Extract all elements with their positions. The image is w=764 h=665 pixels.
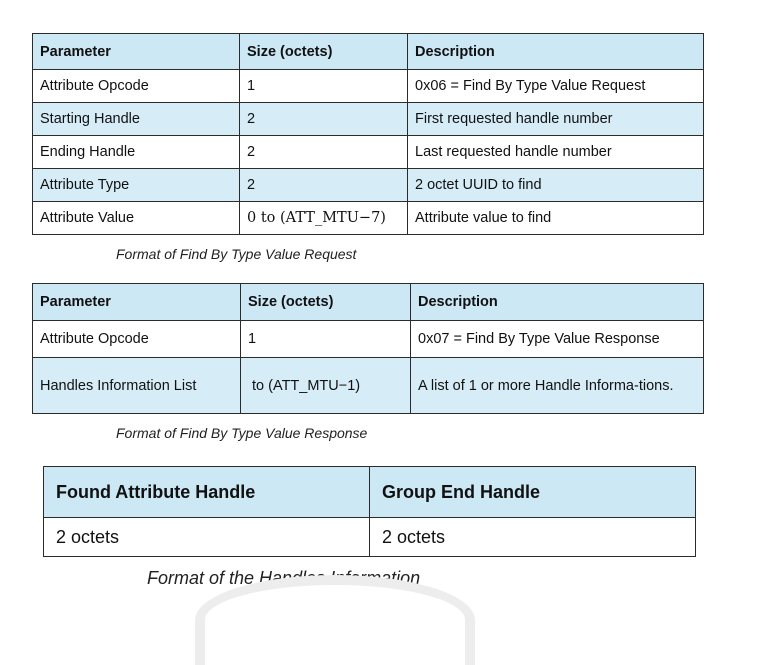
header-size: Size (octets) (240, 34, 408, 70)
cell-parameter: Attribute Type (33, 169, 240, 202)
table-row (33, 321, 704, 358)
cell-parameter: Attribute Opcode (33, 70, 240, 103)
table-header-row (33, 284, 704, 321)
cell-parameter: Ending Handle (33, 136, 240, 169)
cell-size: 0 to (ATT_MTU−7) (240, 202, 408, 235)
header-group-end-handle: Group End Handle (370, 467, 696, 518)
header-parameter: Parameter (33, 34, 240, 70)
cell-description: First requested handle number (408, 103, 704, 136)
table-header-row (33, 34, 704, 70)
cell-group-end-handle: 2 octets (370, 518, 696, 557)
header-found-attribute-handle: Found Attribute Handle (44, 467, 370, 518)
cell-size: 1 (240, 70, 408, 103)
table-row (33, 202, 704, 235)
cell-description: 0x07 = Find By Type Value Response (411, 321, 704, 358)
table-row (33, 169, 704, 202)
table-row (33, 358, 704, 414)
find-by-type-value-request-table (32, 33, 704, 235)
table-row (44, 518, 696, 557)
cell-parameter: Attribute Value (33, 202, 240, 235)
table-row (33, 70, 704, 103)
cell-found-attribute-handle: 2 octets (44, 518, 370, 557)
table-caption: Format of Find By Type Value Response (116, 425, 368, 441)
find-by-type-value-response-table (32, 283, 704, 414)
watermark-shape (195, 575, 475, 665)
header-size: Size (octets) (241, 284, 411, 321)
cell-parameter: Handles Information List (33, 358, 241, 414)
table-caption: Format of Find By Type Value Request (116, 246, 357, 262)
cell-parameter: Starting Handle (33, 103, 240, 136)
header-description: Description (408, 34, 704, 70)
cell-description: 0x06 = Find By Type Value Request (408, 70, 704, 103)
cell-description: 2 octet UUID to find (408, 169, 704, 202)
table-row (33, 136, 704, 169)
cell-size: 2 (240, 169, 408, 202)
cell-size: 2 (240, 136, 408, 169)
cell-size: 2 (240, 103, 408, 136)
cell-description: Attribute value to find (408, 202, 704, 235)
cell-description: A list of 1 or more Handle Informa-tions. (411, 358, 704, 414)
table-header-row (44, 467, 696, 518)
table-row (33, 103, 704, 136)
cell-size: 1 (241, 321, 411, 358)
handles-information-table (43, 466, 696, 557)
cell-size: to (ATT_MTU−1) (241, 358, 411, 414)
header-parameter: Parameter (33, 284, 241, 321)
header-description: Description (411, 284, 704, 321)
cell-description: Last requested handle number (408, 136, 704, 169)
cell-parameter: Attribute Opcode (33, 321, 241, 358)
table-caption: Format of the Handles Information (147, 568, 421, 588)
